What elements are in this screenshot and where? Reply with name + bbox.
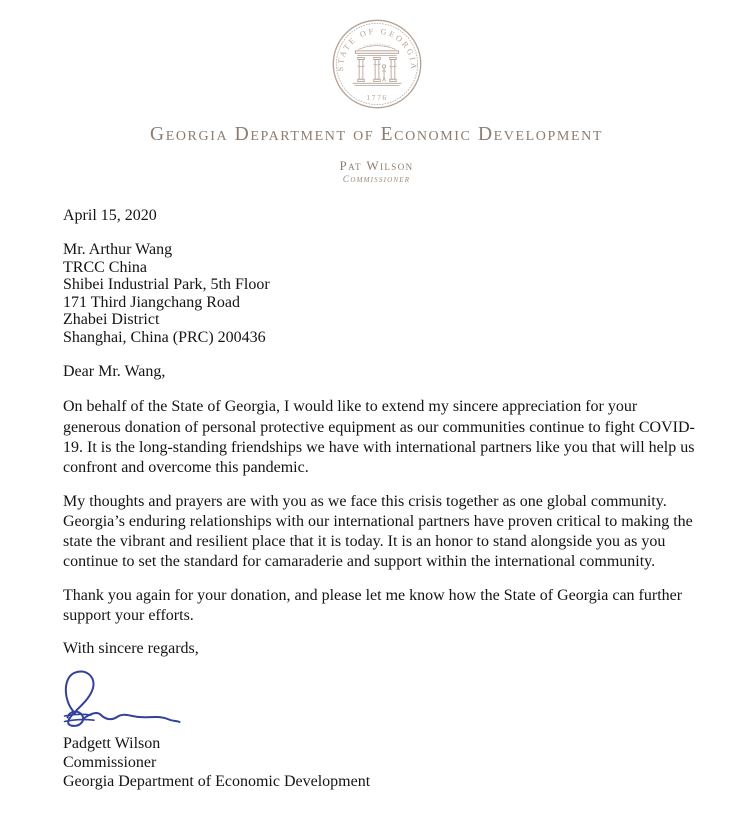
svg-text:STATE OF GEORGIA bbox=[335, 27, 417, 72]
georgia-state-seal-icon bbox=[0, 17, 753, 111]
organization-title: Georgia Department of Economic Development bbox=[150, 124, 603, 145]
signoff-title: Commissioner bbox=[63, 753, 157, 771]
body-paragraph: My thoughts and prayers are with you as we face this crisis together as one global community. Georgia’s enduring relationships with our international partners have proven critical to making the state the vibrant and resilient place that it is today. It is an honor to stand alongside you as you continue to set the standard for camaraderie and support within the international community. bbox=[63, 492, 693, 571]
commissioner-name: Pat Wilson bbox=[339, 158, 414, 173]
seal-top-text: STATE OF GEORGIA bbox=[335, 26, 418, 72]
signoff-name: Padgett Wilson bbox=[63, 734, 161, 752]
body-paragraph: On behalf of the State of Georgia, I would like to extend my sincere appreciation for your generous donation of personal protective equipment as our communities continue to fight COVID-19. It is the long-standing friendships we have with international partners like you that will help us confront and overcome this pandemic. bbox=[63, 398, 695, 477]
commissioner-title: Commissioner bbox=[342, 175, 411, 185]
body-paragraph: Thank you again for your donation, and please let me know how the State of Georgia can further support your efforts. bbox=[63, 586, 683, 625]
letterhead bbox=[0, 0, 753, 185]
address-line: Zhabei District bbox=[63, 311, 160, 329]
signoff-organization: Georgia Department of Economic Development bbox=[63, 773, 371, 791]
address-line: TRCC China bbox=[63, 258, 148, 276]
letter-body bbox=[0, 185, 753, 791]
svg-text:CONSTITUTION bbox=[363, 43, 391, 49]
address-line: Mr. Arthur Wang bbox=[63, 241, 173, 259]
salutation: Dear Mr. Wang, bbox=[63, 362, 166, 380]
recipient-address bbox=[63, 241, 695, 346]
address-line: 171 Third Jiangchang Road bbox=[63, 293, 241, 311]
handwritten-signature bbox=[61, 669, 695, 729]
closing-line: With sincere regards, bbox=[63, 640, 199, 658]
seal-banner-text: CONSTITUTION bbox=[362, 42, 391, 49]
address-line: Shanghai, China (PRC) 200436 bbox=[63, 328, 266, 346]
seal-year-text: 1776 bbox=[365, 93, 388, 103]
date-line: April 15, 2020 bbox=[63, 207, 157, 224]
signoff-block bbox=[63, 734, 695, 792]
address-line: Shibei Industrial Park, 5th Floor bbox=[63, 276, 270, 294]
